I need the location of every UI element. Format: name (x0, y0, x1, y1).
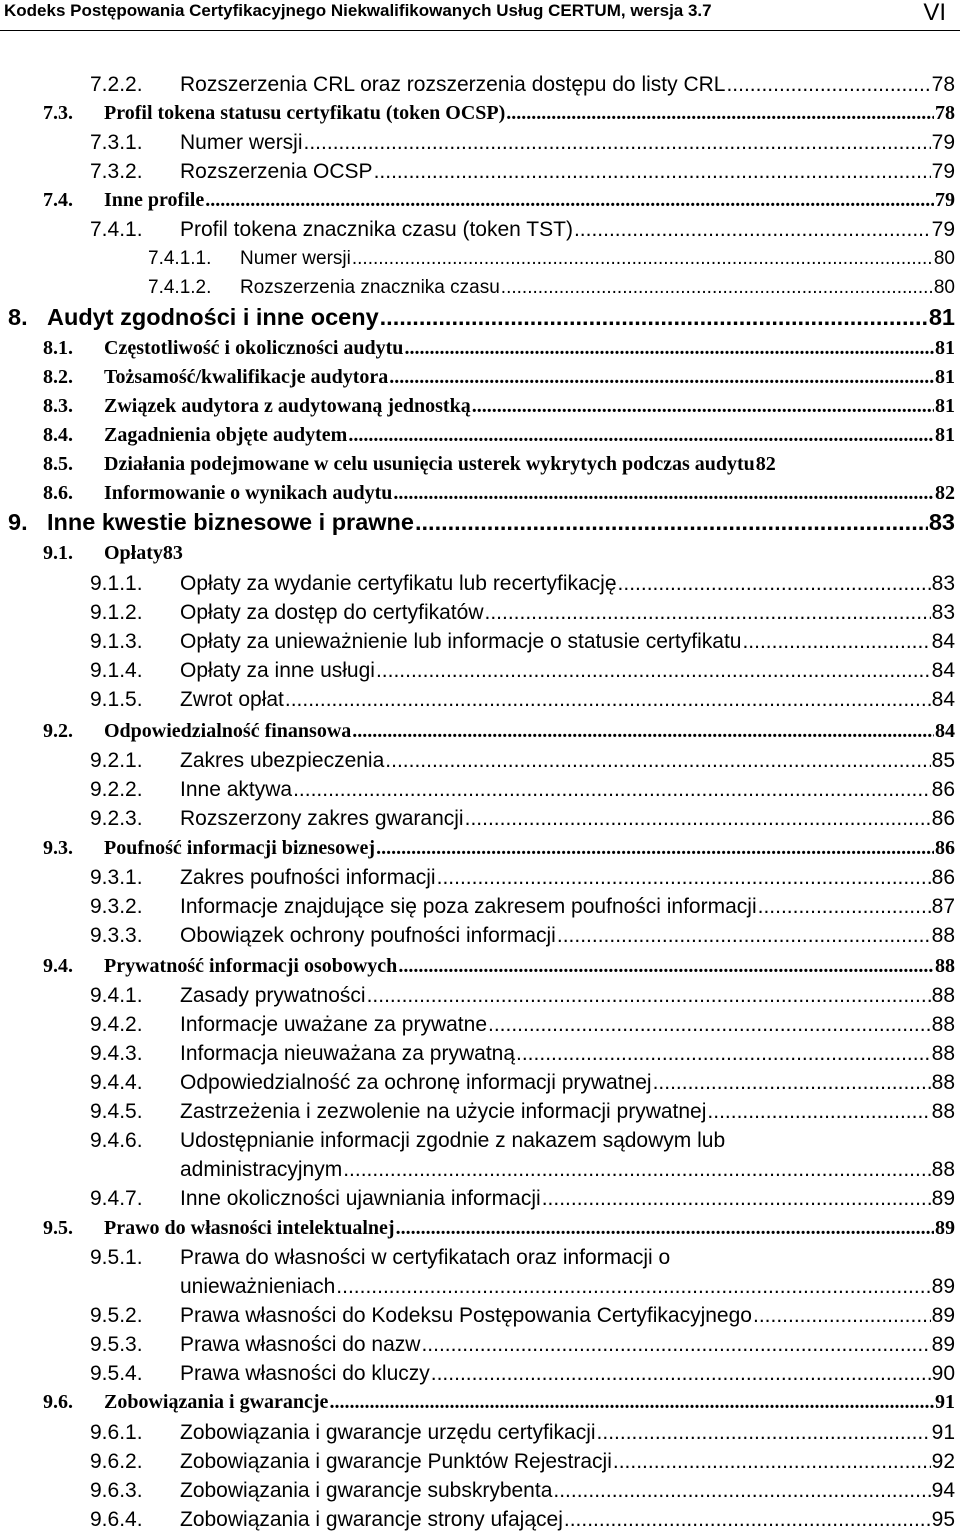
toc-entry-title: Zobowiązania i gwarancje (104, 1391, 329, 1413)
toc-entry-page: 79 (931, 131, 955, 154)
toc-entry-title: Informacje znajdujące się poza zakresem poufności informacji (180, 895, 757, 918)
toc-entry-page: 84 (931, 659, 955, 682)
dot-leader (431, 1359, 931, 1388)
toc-entry-page: 91 (931, 1421, 955, 1444)
toc-entry[interactable] (0, 363, 960, 392)
toc-entry-title: Odpowiedzialność za ochronę informacji prywatnej (180, 1071, 652, 1094)
toc-entry-number: 9.6.3. (90, 1479, 143, 1502)
dot-leader (421, 1330, 930, 1359)
toc-entry-number: 8.4. (43, 424, 73, 446)
toc-entry-title: Udostępnianie informacji zgodnie z nakazem sądowym lub (180, 1129, 726, 1152)
toc-entry-title: Opłaty za inne usługi (180, 659, 375, 682)
dot-leader (501, 273, 933, 302)
toc-entry[interactable] (0, 1126, 960, 1181)
dot-leader (506, 99, 934, 128)
toc-entry-number: 9.4.7. (90, 1187, 143, 1210)
toc-entry-number: 9.5.1. (90, 1246, 143, 1269)
toc-entry-number: 7.3.1. (90, 131, 143, 154)
toc-entry-number: 9.4.3. (90, 1042, 143, 1065)
toc-entry-number: 9.6.4. (90, 1508, 143, 1531)
toc-entry-number: 9.1.5. (90, 688, 143, 711)
toc-entry-page: 78 (931, 73, 955, 96)
dot-leader (285, 685, 931, 714)
toc-entry-title: Profil tokena znacznika czasu (token TST) (180, 218, 573, 241)
toc-entry-page: 88 (931, 1013, 955, 1036)
toc-entry-number: 8.3. (43, 395, 73, 417)
toc-entry-number: 9.4.2. (90, 1013, 143, 1036)
dot-leader (726, 70, 930, 99)
dot-leader (597, 1418, 931, 1447)
toc-entry-title: Zobowiązania i gwarancje strony ufającej (180, 1508, 563, 1531)
toc-entry-title: Poufność informacji biznesowej (104, 837, 376, 859)
dot-leader (753, 1301, 931, 1330)
toc-entry-title: Audyt zgodności i inne oceny (47, 304, 379, 330)
dot-leader (374, 157, 931, 186)
toc-entry-page: 87 (931, 895, 955, 918)
toc-entry-title: Prawa do własności w certyfikatach oraz informacji o (180, 1246, 671, 1269)
toc-entry[interactable] (0, 804, 960, 833)
toc-entry-title: Częstotliwość i okoliczności audytu (104, 337, 404, 359)
toc-entry-number: 8.1. (43, 337, 73, 359)
toc-entry-page: 90 (931, 1362, 955, 1385)
dot-leader (385, 746, 930, 775)
toc-entry-title: Obowiązek ochrony poufności informacji (180, 924, 556, 947)
toc-entry-number: 7.4.1. (90, 218, 143, 241)
toc-entry[interactable] (0, 1359, 960, 1388)
toc-entry-title: Rozszerzony zakres gwarancji (180, 807, 464, 830)
toc-entry-title: Rozszerzenia OCSP (180, 160, 373, 183)
toc-entry[interactable] (0, 863, 960, 892)
toc-entry[interactable] (0, 1418, 960, 1447)
dot-leader (396, 1214, 934, 1243)
toc-entry-title: Związek audytora z audytowaną jednostką (104, 395, 471, 417)
toc-entry-number: 7.3.2. (90, 160, 143, 183)
dot-leader (352, 244, 933, 273)
toc-entry-title: Tożsamość/kwalifikacje audytora (104, 366, 389, 388)
toc-entry-page: 86 (931, 807, 955, 830)
dot-leader (564, 1505, 931, 1534)
dot-leader (557, 921, 931, 950)
toc-entry-page: 89 (935, 1217, 955, 1239)
toc-entry-title: Rozszerzenia znacznika czasu (240, 277, 500, 298)
toc-entry[interactable] (0, 1184, 960, 1213)
toc-entry-page: 94 (931, 1479, 955, 1502)
toc-entry-number: 7.3. (43, 102, 73, 124)
toc-entry-title: Odpowiedzialność finansowa (104, 720, 352, 742)
toc-entry-page: 80 (933, 248, 955, 269)
toc-entry-title: Prywatność informacji osobowych (104, 955, 398, 977)
toc-entry-number: 9.4.1. (90, 984, 143, 1007)
toc-entry[interactable] (0, 1330, 960, 1359)
toc-entry-page: 81 (935, 395, 955, 417)
toc-entry-title-continued: administracyjnym (180, 1158, 343, 1181)
toc-entry[interactable] (0, 244, 960, 273)
dot-leader (653, 1068, 931, 1097)
toc-entry-title: Zagadnienia objęte audytem (104, 424, 348, 446)
toc-entry-title: Zasady prywatności (180, 984, 366, 1007)
toc-entry-number: 7.2.2. (90, 73, 143, 96)
toc-entry-page: 88 (935, 955, 955, 977)
toc-entry-title: Prawa własności do Kodeksu Postępowania Certyfikacyjnego (180, 1304, 752, 1327)
toc-entry-title: Informacje uważane za prywatne (180, 1013, 487, 1036)
toc-entry-title: Inne kwestie biznesowe i prawne (47, 509, 414, 535)
toc-entry-page: 88 (931, 924, 955, 947)
toc-entry-title-continued: unieważnieniach (180, 1275, 336, 1298)
toc-entry-page: 83 (928, 509, 955, 535)
toc-entry[interactable] (0, 1476, 960, 1505)
toc-entry[interactable] (0, 508, 960, 537)
toc-entry-number: 9.2. (43, 720, 73, 742)
toc-entry-number: 9. (8, 509, 28, 535)
toc-entry-page: 82 (755, 453, 776, 475)
dot-leader (758, 892, 931, 921)
toc-entry-page: 84 (935, 720, 955, 742)
toc-entry-title: Rozszerzenia CRL oraz rozszerzenia dostępu do listy CRL (180, 73, 726, 96)
toc-entry-title: Numer wersji (180, 131, 303, 154)
toc-entry-page: 89 (931, 1333, 955, 1356)
toc-entry-number: 8.6. (43, 482, 73, 504)
toc-entry[interactable] (0, 99, 960, 128)
toc-entry-number: 9.3.3. (90, 924, 143, 947)
toc-entry-title: Prawo do własności intelektualnej (104, 1217, 395, 1239)
toc-entry-title: Opłaty83 (104, 542, 183, 564)
toc-entry[interactable] (0, 128, 960, 157)
toc-entry[interactable] (0, 685, 960, 714)
dot-leader (380, 303, 928, 332)
toc-entry-page: 78 (935, 102, 955, 124)
toc-entry[interactable] (0, 656, 960, 685)
toc-entry[interactable] (0, 421, 960, 450)
toc-entry-number: 9.1. (43, 542, 73, 564)
toc-entry[interactable] (0, 1068, 960, 1097)
toc-entry-title: Zastrzeżenia i zezwolenie na użycie informacji prywatnej (180, 1100, 707, 1123)
toc-entry[interactable] (0, 1447, 960, 1476)
toc-entry[interactable] (0, 450, 960, 479)
toc-entry[interactable] (0, 834, 960, 863)
toc-entry-page: 86 (931, 866, 955, 889)
toc-entry-page: 88 (931, 1042, 955, 1065)
toc-entry-page: 86 (935, 837, 955, 859)
toc-entry-number: 9.6.1. (90, 1421, 143, 1444)
toc-entry-number: 9.1.2. (90, 601, 143, 624)
document-title: Kodeks Postępowania Certyfikacyjnego Niekwalifikowanych Usług CERTUM, wersja 3.7 (4, 1, 712, 20)
toc-entry-title: Opłaty za unieważnienie lub informacje o statusie certyfikatu (180, 630, 742, 653)
toc-entry-number: 9.4.4. (90, 1071, 143, 1094)
toc-entry-number: 8. (8, 304, 28, 330)
toc-entry[interactable] (0, 1505, 960, 1534)
toc-entry-page: 81 (935, 424, 955, 446)
toc-entry-number: 8.2. (43, 366, 73, 388)
toc-entry-page: 88 (931, 1158, 955, 1181)
toc-entry-title: Inne aktywa (180, 778, 293, 801)
toc-entry-page: 92 (931, 1450, 955, 1473)
toc-entry-title: Numer wersji (240, 248, 351, 269)
dot-leader (742, 627, 930, 656)
dot-leader (542, 1184, 931, 1213)
toc-entry-title: Zobowiązania i gwarancje urzędu certyfikacji (180, 1421, 596, 1444)
dot-leader (437, 863, 931, 892)
toc-entry-number: 9.3. (43, 837, 73, 859)
dot-leader (205, 186, 934, 215)
toc-entry-number: 9.2.1. (90, 749, 143, 772)
page-number: VI (923, 0, 946, 26)
toc-entry[interactable] (0, 70, 960, 99)
toc-entry-title: Zobowiązania i gwarancje Punktów Rejestracji (180, 1450, 612, 1473)
toc-entry-page: 89 (931, 1187, 955, 1210)
toc-entry-page: 81 (928, 304, 955, 330)
dot-leader (393, 479, 934, 508)
toc-entry[interactable] (0, 1301, 960, 1330)
dot-leader (343, 1155, 930, 1184)
toc-entry[interactable] (0, 921, 960, 950)
toc-entry-page: 84 (931, 688, 955, 711)
toc-entry-title: Profil tokena statusu certyfikatu (token OCSP) (104, 102, 506, 124)
toc-entry[interactable] (0, 1214, 960, 1243)
dot-leader (488, 1010, 931, 1039)
toc-entry[interactable] (0, 1097, 960, 1126)
toc-entry[interactable] (0, 746, 960, 775)
toc-entry-title: Informowanie o wynikach audytu (104, 482, 393, 504)
dot-leader (553, 1476, 930, 1505)
toc-entry[interactable] (0, 981, 960, 1010)
toc-entry-number: 9.5.4. (90, 1362, 143, 1385)
toc-entry-number: 7.4. (43, 189, 73, 211)
toc-entry-title: Inne okoliczności ujawniania informacji (180, 1187, 541, 1210)
dot-leader (618, 569, 931, 598)
dot-leader (485, 598, 931, 627)
toc-entry-title: Prawa własności do nazw (180, 1333, 421, 1356)
toc-entry-number: 7.4.1.1. (148, 248, 212, 269)
toc-entry[interactable] (0, 627, 960, 656)
toc-entry-number: 9.4.6. (90, 1129, 143, 1152)
toc-entry-title: Zakres poufności informacji (180, 866, 436, 889)
toc-entry[interactable] (0, 775, 960, 804)
toc-entry-number: 8.5. (43, 453, 73, 475)
toc-entry-page: 79 (931, 218, 955, 241)
toc-entry-page: 88 (931, 1100, 955, 1123)
dot-leader (404, 334, 934, 363)
dot-leader (336, 1272, 930, 1301)
toc-entry-title: Opłaty za dostęp do certyfikatów (180, 601, 484, 624)
toc-entry[interactable] (0, 273, 960, 302)
toc-entry-title: Zakres ubezpieczenia (180, 749, 385, 772)
toc-entry-title: Zwrot opłat (180, 688, 284, 711)
dot-leader (472, 392, 934, 421)
toc-entry-number: 9.5. (43, 1217, 73, 1239)
toc-entry[interactable] (0, 215, 960, 244)
toc-entry-number: 9.4. (43, 955, 73, 977)
toc-entry[interactable] (0, 334, 960, 363)
toc-entry-page: 80 (933, 277, 955, 298)
dot-leader (389, 363, 934, 392)
toc-entry[interactable] (0, 539, 960, 568)
toc-entry-title: Prawa własności do kluczy (180, 1362, 430, 1385)
dot-leader (376, 656, 931, 685)
toc-entry-number: 9.6.2. (90, 1450, 143, 1473)
toc-entry-number: 9.1.4. (90, 659, 143, 682)
dot-leader (352, 717, 934, 746)
toc-entry-page: 88 (931, 1071, 955, 1094)
dot-leader (293, 775, 931, 804)
toc-entry[interactable] (0, 303, 960, 332)
toc-entry-page: 88 (931, 984, 955, 1007)
toc-entry-page: 89 (931, 1275, 955, 1298)
toc-entry[interactable] (0, 892, 960, 921)
toc-entry-title: Informacja nieuważana za prywatną (180, 1042, 516, 1065)
toc-entry-number: 7.4.1.2. (148, 277, 212, 298)
toc-entry-number: 9.4.5. (90, 1100, 143, 1123)
dot-leader (348, 421, 934, 450)
toc-entry-page: 79 (935, 189, 955, 211)
toc-entry-number: 9.1.1. (90, 572, 143, 595)
toc-entry-page: 82 (935, 482, 955, 504)
dot-leader (415, 508, 928, 537)
toc-entry-page: 86 (931, 778, 955, 801)
toc-entry[interactable] (0, 952, 960, 981)
dot-leader (613, 1447, 931, 1476)
toc-entry-page: 81 (935, 337, 955, 359)
toc-entry-page: 91 (935, 1391, 955, 1413)
toc-entry-title: Opłaty za wydanie certyfikatu lub recertyfikację (180, 572, 617, 595)
toc-entry-number: 9.3.1. (90, 866, 143, 889)
toc-entry[interactable] (0, 717, 960, 746)
dot-leader (367, 981, 931, 1010)
dot-leader (376, 834, 934, 863)
toc-entry[interactable] (0, 479, 960, 508)
dot-leader (465, 804, 931, 833)
toc-entry[interactable] (0, 392, 960, 421)
toc-entry-number: 9.6. (43, 1391, 73, 1413)
toc-entry[interactable] (0, 1010, 960, 1039)
toc-entry[interactable] (0, 1388, 960, 1417)
dot-leader (574, 215, 931, 244)
toc-entry-title: Inne profile (104, 189, 205, 211)
toc-entry-page: 89 (931, 1304, 955, 1327)
dot-leader (707, 1097, 930, 1126)
toc-entry-page: 95 (931, 1508, 955, 1531)
toc-entry-page: 84 (931, 630, 955, 653)
toc-entry-page: 79 (931, 160, 955, 183)
toc-entry-number: 9.5.2. (90, 1304, 143, 1327)
toc-entry-number: 9.2.2. (90, 778, 143, 801)
toc-entry-page: 83 (931, 601, 955, 624)
toc-entry-number: 9.1.3. (90, 630, 143, 653)
toc-entry[interactable] (0, 598, 960, 627)
toc-entry-title: Zobowiązania i gwarancje subskrybenta (180, 1479, 553, 1502)
toc-entry[interactable] (0, 1243, 960, 1298)
dot-leader (329, 1388, 934, 1417)
toc-entry-title: Działania podejmowane w celu usunięcia usterek wykrytych podczas audytu (104, 453, 755, 475)
toc-entry-number: 9.2.3. (90, 807, 143, 830)
dot-leader (304, 128, 931, 157)
toc-entry-number: 9.3.2. (90, 895, 143, 918)
toc-entry-number: 9.5.3. (90, 1333, 143, 1356)
toc-entry[interactable] (0, 569, 960, 598)
toc-entry-page: 81 (935, 366, 955, 388)
toc-entry[interactable] (0, 157, 960, 186)
toc-entry-page: 83 (931, 572, 955, 595)
toc-entry-page: 85 (931, 749, 955, 772)
dot-leader (516, 1039, 931, 1068)
toc-entry[interactable] (0, 1039, 960, 1068)
dot-leader (398, 952, 934, 981)
toc-entry[interactable] (0, 186, 960, 215)
